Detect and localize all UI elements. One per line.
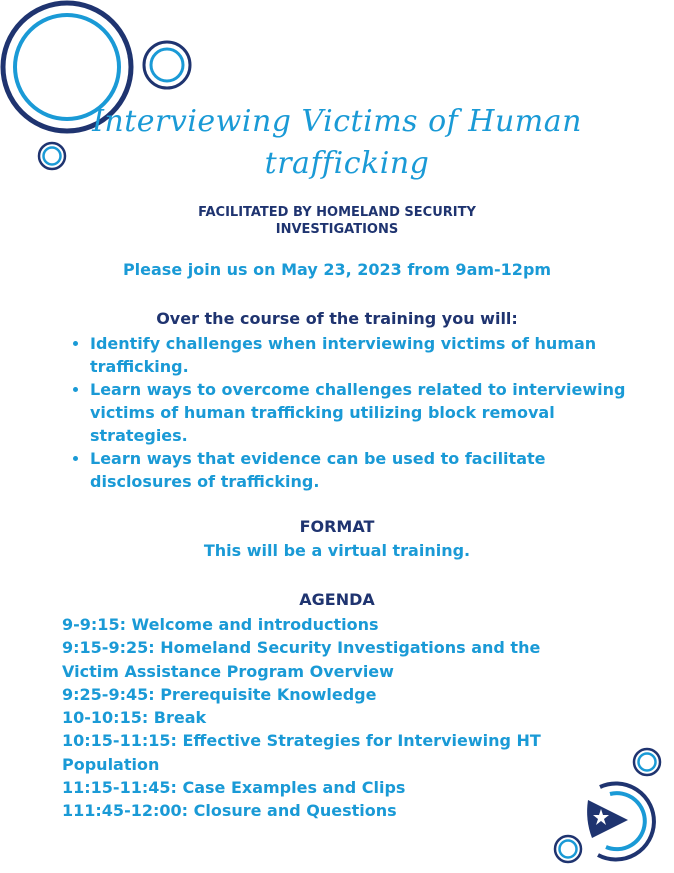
objectives-list [72,332,630,493]
objective-item: • Identify challenges when interviewing victims of human trafficking. [90,332,630,378]
agenda-heading: AGENDA [299,590,375,609]
facilitator-line-2: INVESTIGATIONS [275,222,399,237]
title-line-1: Interviewing Victims of Human [92,104,582,139]
small-circle-icon [555,836,581,862]
agenda-item: 9-9:15: Welcome and introductions [62,615,379,634]
objective-item: • Learn ways that evidence can be used to facilitate disclosures of trafficking. [90,447,630,493]
facilitator-line-1: FACILITATED BY HOMELAND SECURITY [198,205,476,220]
objective-item: • Learn ways to overcome challenges related to interviewing victims of human trafficking utilizing block removal strategies. [90,378,630,447]
agenda-list [62,613,602,823]
small-circle-icon [634,749,660,775]
medium-circle-icon [144,42,190,88]
date-line: Please join us on May 23, 2023 from 9am-12pm [122,260,552,279]
title-line-2: trafficking [264,146,430,181]
agenda-item: 9:25-9:45: Prerequisite Knowledge [62,684,377,704]
agenda-item: 9:15-9:25: Homeland Security Investigations and the Victim Assistance Program Overview [62,638,541,681]
agenda-item: 10:15-11:15: Effective Strategies for Interviewing HT Population [62,731,541,774]
objectives-heading: Over the course of the training you will: [156,309,518,328]
agenda-item: 11:15-11:45: Case Examples and Clips [62,778,406,798]
format-text: This will be a virtual training. [203,541,471,560]
format-heading: FORMAT [299,517,375,536]
agenda-item: 111:45-12:00: Closure and Questions [62,801,397,821]
agenda-item: 10-10:15: Break [62,708,207,728]
